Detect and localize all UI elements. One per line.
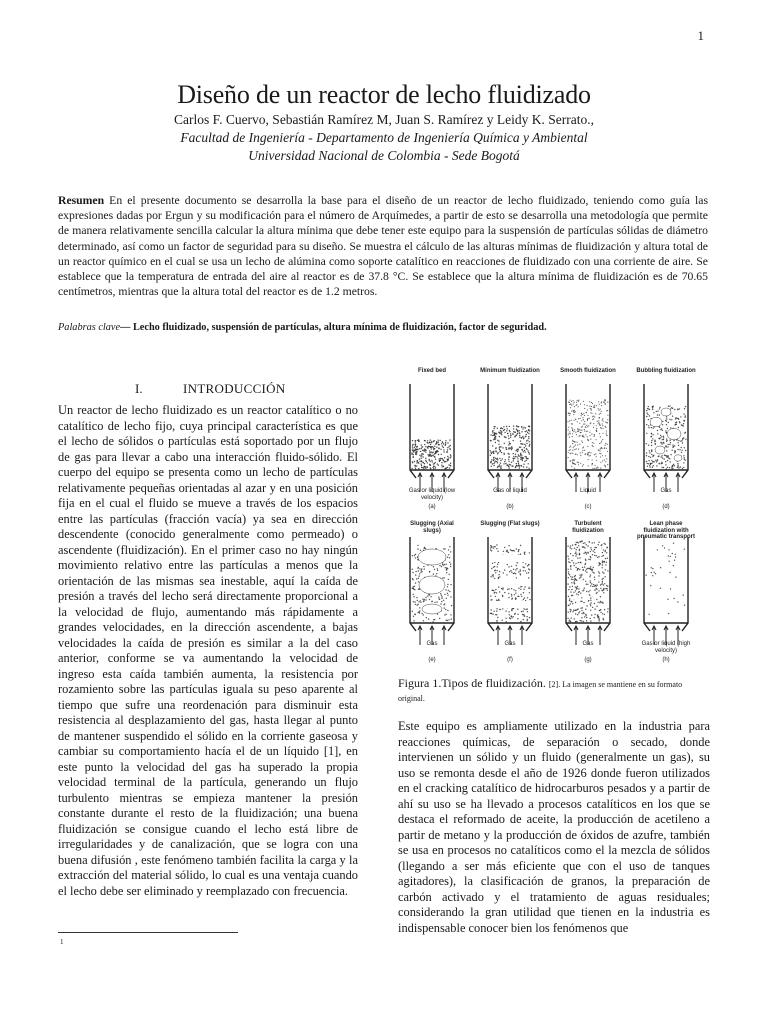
panel-title-h: Lean phase fluidization with pneumatic transport bbox=[636, 521, 695, 540]
fluidization-panel-c bbox=[558, 382, 618, 502]
affiliation-line-1: Facultad de Ingeniería - Departamento de Ingeniería Química y Ambiental bbox=[180, 130, 588, 145]
panel-tag-c: (c) bbox=[584, 504, 592, 510]
panel-inlet-label-h: Gas or liquid (high velocity) bbox=[641, 641, 691, 654]
author-block bbox=[0, 111, 768, 165]
page-number: 1 bbox=[697, 28, 704, 43]
panel-inlet-label-f: Gas bbox=[504, 641, 516, 647]
panel-tag-d: (d) bbox=[662, 504, 670, 510]
figure-caption bbox=[398, 677, 710, 705]
panel-title-f: Slugging (Flat slugs) bbox=[480, 521, 540, 527]
fluidization-panel-f bbox=[480, 535, 540, 655]
caption-main: Figura 1.Tipos de fluidización. bbox=[398, 676, 549, 690]
footnote-mark: 1 bbox=[60, 938, 64, 946]
affiliation-line-2: Universidad Nacional de Colombia - Sede Bogotá bbox=[248, 148, 520, 163]
introduction-text: Un reactor de lecho fluidizado es un reactor catalítico o no catalítico de lecho fijo, cuya principal característica es que el lecho de sólidos o partículas está soportado por un flujo de gas para llevar a cabo una interacción fluido-sólido. El cuerpo del equipo se presenta como un lecho de partículas relativamente pequeñas orientadas al azar y en una posición fija en el cual el fluido se mueve a través de los espacios entre las partículas (fracción vacía) ya sea en dirección descendente (conocido generalmente como permeado) o ascendente (fluidización). En el primer caso no hay ningún movimiento relativo entre las partículas a menos que la orientación de las mismas sea inestable, aquí la caída de presión a través del lecho será directamente proporcional a la velocidad de flujo, aumentando más rápidamente a grandes velocidades, en la dirección ascendente, a bajas velocidades la caída de presión es similar a la del caso anterior, conforme se va aumentando la velocidad de ingreso esta caída también aumenta, la resistencia por rozamiento sobre las partículas iguala su peso aparente al tiempo que sufre una reordenación para disminuir esta resistencia al desplazamiento del gas, hasta llegar al punto de mantener suspendido el sólido en la corriente gaseosa y cambiar su comportamiento hacía el de un líquido [1], en este punto la velocidad del gas ha superado la propia velocidad terminal de la partícula, generando un flujo turbulento mientras se empieza mantener la presión constante durante el resto de la fluidización; una buena fluidización se consigue cuando el lecho está libre de irregularidades y de canalización, que se logra con una buena difusión , este fenómeno también facilita la carga y la extracción del material sólido, lo cual es una ventaja cuando el lecho debe ser eliminado y reemplazado con frecuencia. bbox=[58, 403, 358, 898]
section-number: I. bbox=[135, 381, 143, 396]
panel-tag-a: (a) bbox=[428, 504, 436, 510]
authors: Carlos F. Cuervo, Sebastián Ramírez M, Juan S. Ramírez y Leidy K. Serrato., bbox=[174, 112, 594, 127]
fluidization-panel-a bbox=[402, 382, 462, 502]
panel-inlet-label-e: Gas bbox=[426, 641, 438, 647]
panel-title-c: Smooth fluidization bbox=[560, 368, 616, 374]
fluidization-panel-e bbox=[402, 535, 462, 655]
keywords-text: Lecho fluidizado, suspensión de partículas, altura mínima de fluidización, factor de seguridad. bbox=[132, 322, 547, 333]
panel-title-e: Slugging (Axial slugs) bbox=[410, 521, 454, 534]
fluidization-figure bbox=[398, 366, 710, 672]
keywords-separator: — bbox=[120, 322, 133, 333]
panel-title-d: Bubbling fluidization bbox=[636, 368, 696, 374]
panel-title-a: Fixed bed bbox=[417, 368, 446, 374]
abstract-label: Resumen bbox=[58, 194, 105, 207]
panel-tag-b: (b) bbox=[506, 504, 514, 510]
panel-title-b: Minimum fluidization bbox=[480, 368, 540, 374]
paper-title: Diseño de un reactor de lecho fluidizado bbox=[177, 80, 591, 109]
abstract-text: En el presente documento se desarrolla la base para el diseño de un reactor de lecho fluidizado, teniendo como guía las expresiones dadas por Ergun y su modificación para el número de Arquímedes, a partir de esto se desarrolla una metodología que permite de manera relativamente sencilla calcular la altura mínima que debe tener este equipo para la suspensión de partículas sólidas de diámetro determinado, así como un factor de seguridad para su diseño. Se muestra el cálculo de las alturas mínimas de fluidización y altura total de un reactor químico en el cual se usa un lecho de alúmina como soporte catalítico en reacciones de fluidizado con una corriente de aire. Se establece que la temperatura de entrada del aire al reactor es de 37.8 °C. Se establece que la altura mínima de fluidización es de 70.65 centímetros, mientras que la altura total del reactor es de 1.2 metros. bbox=[58, 194, 708, 299]
fluidization-panel-g bbox=[558, 535, 618, 655]
panel-title-g: Turbulent fluidization bbox=[572, 521, 604, 534]
keywords-label: Palabras clave bbox=[58, 322, 121, 333]
panel-inlet-label-b: Gas or liquid bbox=[493, 488, 527, 494]
panel-inlet-label-c: Liquid bbox=[579, 488, 596, 494]
panel-inlet-label-g: Gas bbox=[582, 641, 594, 647]
panel-tag-e: (e) bbox=[428, 657, 436, 663]
panel-tag-h: (h) bbox=[662, 657, 670, 663]
keywords bbox=[58, 321, 718, 335]
abstract bbox=[58, 193, 708, 299]
fluidization-panel-h bbox=[636, 535, 696, 655]
panel-tag-g: (g) bbox=[584, 657, 592, 663]
section-title: INTRODUCCIÓN bbox=[183, 381, 286, 396]
footnote-rule bbox=[58, 932, 238, 933]
panel-inlet-label-a: Gas or liquid (low velocity) bbox=[408, 488, 456, 501]
panel-inlet-label-d: Gas bbox=[660, 488, 672, 494]
right-column-text: Este equipo es ampliamente utilizado en la industria para reacciones químicas, de separación o secado, donde intervienen un sólido y un fluido (generalmente un gas), su uso se remonta desde el año de 1926 donde fueron utilizados en el cracking catalítico de hidrocarburos pesados y a partir de ahí su uso se ha llevado a procesos catalíticos en los que se destaca el reformado de aceite, la producción de acetileno a partir de metano y la producción de óxidos de azufre, también se usa en procesos no catalíticos como el la mezcla de sólidos (llegando a ser más eficiente que con el uso de tanques agitadores), la clasificación de granos, la preparación de carbón activado y el tratamiento de aguas residuales; considerando la gran utilidad que tienen en la industria es indispensable conocer bien los fenómenos que bbox=[398, 719, 710, 935]
caption-note: [2]. La imagen se mantiene en su formato original. bbox=[398, 680, 683, 703]
fluidization-panel-d bbox=[636, 382, 696, 502]
panel-tag-f: (f) bbox=[507, 657, 513, 663]
fluidization-panel-b bbox=[480, 382, 540, 502]
